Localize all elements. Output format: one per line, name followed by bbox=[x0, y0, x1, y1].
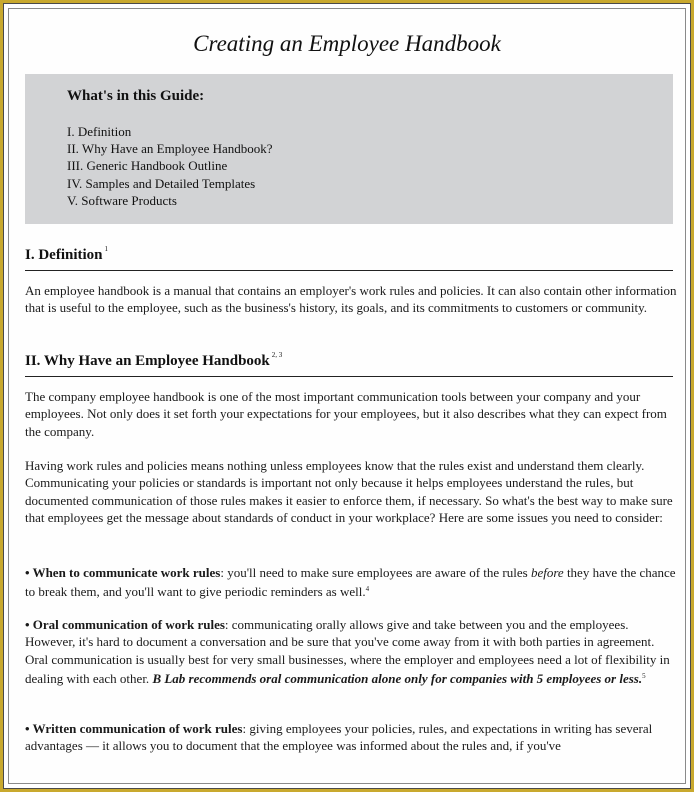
bullet-text: : giving employees your policies, rules, and expectations in writing has several advantages — it allows you to document that the employee was informed about the rules and, if you've bbox=[25, 721, 653, 754]
bullet-written-communication bbox=[25, 720, 677, 755]
bullet-emphasis: before bbox=[530, 565, 564, 580]
bullet-lead: • Written communication of work rules bbox=[25, 721, 243, 736]
bullet-text: : communicating orally allows give and take between you and the employees. However, it's hard to document a conversation and be sure that you've come away from it with both parties in agreement. Oral communication is usually best for very small businesses, where the employer and employees need a lot of flexibility in dealing with each other. bbox=[25, 617, 670, 686]
why-paragraph-2: Having work rules and policies means nothing unless employees know that the rules exist and understand them clearly. Communicating your policies or standards is important not only because it helps employees understand the rules, but documented communication of those rules makes it easier to enforce them, if necessary. So what's the best way to make sure that employees get the message about standards of conduct in your workplace? Here are some issues you need to consider: bbox=[25, 458, 673, 525]
toc-item-software: V. Software Products bbox=[67, 192, 177, 208]
toc-item-why: II. Why Have an Employee Handbook? bbox=[67, 141, 273, 157]
section-why-heading-text: II. Why Have an Employee Handbook bbox=[25, 353, 270, 369]
toc-item-templates: IV. Samples and Detailed Templates bbox=[67, 175, 256, 191]
bullet-when-to-communicate bbox=[25, 564, 677, 601]
footnote-ref: 1 bbox=[104, 245, 109, 253]
section-definition-heading bbox=[25, 245, 673, 271]
footnote-ref: 2, 3 bbox=[271, 351, 283, 359]
document-page bbox=[8, 8, 686, 784]
bullet-emphasis: B Lab recommends oral communication alone only for companies with 5 employees or less. bbox=[152, 670, 643, 686]
toc-item-outline: III. Generic Handbook Outline bbox=[67, 158, 228, 174]
bullet-oral-communication bbox=[25, 616, 677, 687]
page-frame bbox=[3, 3, 691, 789]
why-paragraph-1: The company employee handbook is one of the most important communication tools between your company and your employees. Not only does it set forth your expectations for your employees, but it also describes what they can expect from the company. bbox=[25, 389, 667, 439]
guide-contents-box bbox=[25, 74, 673, 224]
guide-contents-list bbox=[67, 123, 273, 209]
bullet-text: : you'll need to make sure employees are aware of the rules bbox=[220, 565, 531, 580]
section-definition-heading-text: I. Definition bbox=[25, 247, 103, 263]
footnote-ref: 4 bbox=[365, 585, 370, 594]
footnote-ref: 5 bbox=[642, 671, 646, 680]
definition-paragraph: An employee handbook is a manual that contains an employer's work rules and policies. It can also contain other information that is useful to the employee, such as the business's history, its goals, and its commitments to customers or community. bbox=[25, 283, 677, 316]
bullet-text: they have the chance to break them, and you'll want to give periodic reminders as well. bbox=[25, 565, 676, 600]
guide-contents-heading: What's in this Guide: bbox=[67, 88, 205, 104]
bullet-lead: • Oral communication of work rules bbox=[25, 617, 225, 632]
bullet-lead: • When to communicate work rules bbox=[25, 565, 221, 580]
document-title: Creating an Employee Handbook bbox=[193, 31, 501, 56]
toc-item-definition: I. Definition bbox=[67, 124, 132, 139]
section-why-heading bbox=[25, 351, 673, 377]
